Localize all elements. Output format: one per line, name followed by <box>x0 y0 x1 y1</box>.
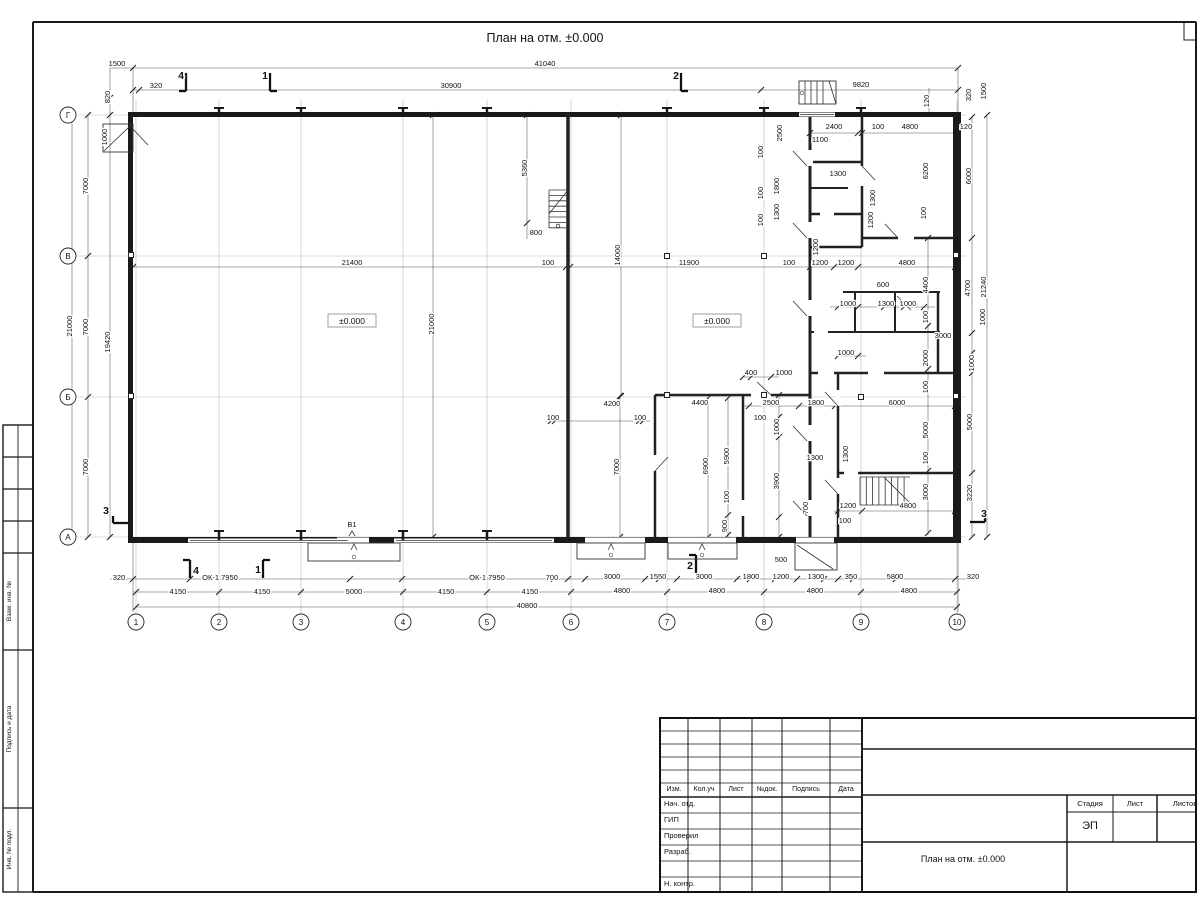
stage-value: ЭП <box>1082 820 1098 832</box>
dim-label: В1 <box>347 520 357 529</box>
axis-bubble-label: 4 <box>400 618 406 627</box>
axis-bubble-label: Б <box>65 393 71 402</box>
titleblock-header: Изм. <box>666 786 682 793</box>
titleblock-row-label: Н. контр. <box>664 879 695 888</box>
titleblock-row-label: ГИП <box>664 815 679 824</box>
dim-label: 820 <box>103 90 112 104</box>
dim-label: 6900 <box>701 457 710 475</box>
titleblock-row-label: Проверил <box>664 831 699 840</box>
axis-bubble-label: А <box>65 533 71 542</box>
dim-label: 4150 <box>521 587 539 596</box>
dim-label: 5360 <box>520 159 529 177</box>
dim-label: 1300 <box>841 445 850 463</box>
column <box>762 254 767 259</box>
dim-label: 1000 <box>100 128 109 146</box>
dim-label: 6200 <box>921 162 930 180</box>
dim-label: 5000 <box>345 587 363 596</box>
exterior-wall <box>953 112 961 543</box>
dim-label: 1300 <box>806 453 824 462</box>
dim-label: 1500 <box>979 82 988 100</box>
dim-label: 21240 <box>979 276 988 298</box>
dim-label: 3000 <box>921 483 930 501</box>
dim-label: 320 <box>149 81 163 90</box>
dim-label: 14000 <box>613 244 622 266</box>
dim-label: 4800 <box>900 586 918 595</box>
stamp-label: Подпись и дата <box>6 705 13 753</box>
level-mark: ±0.000 <box>704 316 730 326</box>
section-mark: 3 <box>981 508 987 520</box>
dim-label: 2500 <box>775 124 784 142</box>
dim-label: 1200 <box>839 501 857 510</box>
dim-label: 350 <box>844 572 858 581</box>
section-mark: 1 <box>262 70 268 82</box>
titleblock-header: Лист <box>728 786 744 793</box>
dim-label: 1800 <box>772 177 781 195</box>
wall-opening <box>807 222 813 238</box>
dim-label: 6000 <box>888 398 906 407</box>
titleblock-header: Подпись <box>792 786 820 793</box>
dim-label: 3000 <box>603 572 621 581</box>
column <box>762 393 767 398</box>
dim-label: 9820 <box>852 80 870 89</box>
column <box>129 253 134 258</box>
dim-label: 2500 <box>762 398 780 407</box>
dim-label: 1550 <box>649 572 667 581</box>
dim-label: 120 <box>959 122 973 131</box>
dim-label: 7000 <box>612 458 621 476</box>
exterior-wall <box>128 112 961 117</box>
axis-bubble-label: Г <box>65 111 71 120</box>
section-mark: 2 <box>687 560 693 572</box>
dim-label: 400 <box>744 368 758 377</box>
dim-label: 100 <box>756 213 765 227</box>
dim-label: 1300 <box>807 572 825 581</box>
axis-bubble-label: 8 <box>761 618 767 627</box>
wall-opening <box>807 300 813 316</box>
dim-label: 4800 <box>898 258 916 267</box>
section-mark: 1 <box>255 564 261 576</box>
dim-label: 100 <box>838 516 852 525</box>
titleblock-row-label: Нач. отд. <box>664 799 696 808</box>
dim-label: 1800 <box>807 398 825 407</box>
dim-label: 1300 <box>829 169 847 178</box>
dim-label: 4150 <box>253 587 271 596</box>
dim-label: 21400 <box>341 258 363 267</box>
wall-opening <box>859 166 865 186</box>
dim-label: ОК-1 7950 <box>202 573 238 582</box>
dim-label: 1200 <box>811 258 829 267</box>
axis-bubble-label: 5 <box>484 618 490 627</box>
dim-label: 320 <box>112 573 126 582</box>
dim-label: 100 <box>756 186 765 200</box>
dim-label: 100 <box>633 413 647 422</box>
dim-label: 1300 <box>877 299 895 308</box>
dim-label: 1200 <box>866 211 875 229</box>
dim-label: 7000 <box>81 177 90 195</box>
dim-label: ОК-1 7950 <box>469 573 505 582</box>
dim-label: 21000 <box>65 315 74 337</box>
dim-label: 7000 <box>81 458 90 476</box>
stamp-label: Инв. № подл. <box>6 828 13 870</box>
titleblock-header: №док. <box>756 786 778 793</box>
dim-label: 100 <box>722 490 731 504</box>
dim-label: 1300 <box>868 189 877 207</box>
dim-label: 100 <box>756 145 765 159</box>
dim-label: 100 <box>546 413 560 422</box>
titleblock-right-header: Стадия <box>1077 799 1103 808</box>
wall-opening <box>814 329 828 335</box>
dim-label: 1100 <box>811 135 829 144</box>
dim-label: 4800 <box>708 586 726 595</box>
dim-label: 3000 <box>695 572 713 581</box>
dim-label: 4800 <box>613 586 631 595</box>
column <box>859 395 864 400</box>
axis-bubble-label: 9 <box>858 618 864 627</box>
dim-label: 1000 <box>837 348 855 357</box>
dim-label: 19420 <box>103 331 112 353</box>
wall-opening <box>898 235 914 241</box>
dim-label: 1000 <box>775 368 793 377</box>
wall-opening <box>868 370 884 376</box>
wall-opening <box>844 470 858 476</box>
dim-label: 21000 <box>427 313 436 335</box>
dim-label: 4800 <box>806 586 824 595</box>
dim-label: 700 <box>801 501 810 515</box>
column <box>954 253 959 258</box>
section-mark: 2 <box>673 70 679 82</box>
dim-label: 41040 <box>534 59 556 68</box>
dim-label: 4400 <box>691 398 709 407</box>
dim-label: 3000 <box>934 331 952 340</box>
dim-label: 1000 <box>772 418 781 436</box>
dim-label: 1800 <box>742 572 760 581</box>
dim-label: 3220 <box>965 484 974 502</box>
wall-opening <box>807 425 813 441</box>
wall-opening <box>807 150 813 166</box>
column <box>665 254 670 259</box>
titleblock-row-label: Разраб. <box>664 847 692 856</box>
wall-opening <box>796 538 834 544</box>
dim-label: 1000 <box>839 299 857 308</box>
dim-label: 4700 <box>963 279 972 297</box>
axis-bubble-label: 7 <box>664 618 670 627</box>
stamp-label: Взам. инв. № <box>6 580 13 622</box>
axis-bubble-label: 2 <box>216 618 222 627</box>
dim-label: 7000 <box>81 318 90 336</box>
dim-label: 4150 <box>437 587 455 596</box>
dim-label: 600 <box>876 280 890 289</box>
exterior-wall <box>128 112 133 542</box>
dim-label: 5000 <box>921 421 930 439</box>
dim-label: 1200 <box>772 572 790 581</box>
dim-label: 100 <box>921 310 930 324</box>
dim-label: 100 <box>921 451 930 465</box>
dim-label: 4800 <box>899 501 917 510</box>
dim-label: 2400 <box>825 122 843 131</box>
column <box>665 393 670 398</box>
dim-label: 120 <box>922 94 931 108</box>
axis-bubble-label: 1 <box>133 618 139 627</box>
drawing-title: План на отм. ±0.000 <box>486 31 604 45</box>
dim-label: 5900 <box>722 447 731 465</box>
dim-label: 500 <box>774 555 788 564</box>
wall-opening <box>820 211 834 217</box>
titleblock-doc-title: План на отм. ±0.000 <box>920 854 1006 864</box>
dim-label: 1000 <box>967 354 976 372</box>
dim-label: 1200 <box>837 258 855 267</box>
dim-label: 5800 <box>886 572 904 581</box>
section-mark: 3 <box>103 505 109 517</box>
wall-opening <box>668 538 736 544</box>
dim-label: 1500 <box>108 59 126 68</box>
dim-label: 1000 <box>978 308 987 326</box>
dim-label: 3900 <box>772 472 781 490</box>
wall-opening <box>818 370 834 376</box>
dim-label: 40800 <box>516 601 538 610</box>
section-mark: 4 <box>178 70 184 82</box>
dim-label: 100 <box>871 122 885 131</box>
dim-label: 4200 <box>603 399 621 408</box>
axis-bubble-label: 3 <box>298 618 304 627</box>
axis-bubble-label: 10 <box>952 618 962 627</box>
dim-label: 800 <box>529 228 543 237</box>
dim-label: 100 <box>782 258 796 267</box>
dim-label: 320 <box>966 572 980 581</box>
dim-label: 11900 <box>678 258 700 267</box>
titleblock-header: Кол.уч <box>693 786 715 793</box>
dim-label: 1000 <box>899 299 917 308</box>
dim-label: 6000 <box>964 167 973 185</box>
dim-label: 100 <box>541 258 555 267</box>
dim-label: 900 <box>720 519 729 533</box>
dim-label: 100 <box>921 380 930 394</box>
titleblock-right-header: Лист <box>1126 799 1144 808</box>
dim-label: 4150 <box>169 587 187 596</box>
dim-label: 1300 <box>772 203 781 221</box>
section-mark: 4 <box>193 565 199 577</box>
wall-opening <box>740 500 746 516</box>
dim-label: 700 <box>545 573 559 582</box>
wall-opening <box>585 538 645 544</box>
dim-label: 2000 <box>921 349 930 367</box>
dim-label: 320 <box>964 88 973 102</box>
dim-label: 100 <box>753 413 767 422</box>
dim-label: 4800 <box>901 122 919 131</box>
titleblock-right-header: Листов <box>1172 799 1198 808</box>
dim-label: 5000 <box>965 413 974 431</box>
column <box>954 394 959 399</box>
dim-label: 100 <box>919 206 928 220</box>
dim-label: 1200 <box>811 238 820 256</box>
level-mark: ±0.000 <box>339 316 365 326</box>
axis-bubble-label: 6 <box>568 618 574 627</box>
titleblock-header: Дата <box>838 786 854 793</box>
title-block <box>660 718 1197 892</box>
dim-label: 30900 <box>440 81 462 90</box>
axis-bubble-label: В <box>65 252 71 261</box>
column <box>129 394 134 399</box>
dim-label: 4400 <box>921 276 930 294</box>
